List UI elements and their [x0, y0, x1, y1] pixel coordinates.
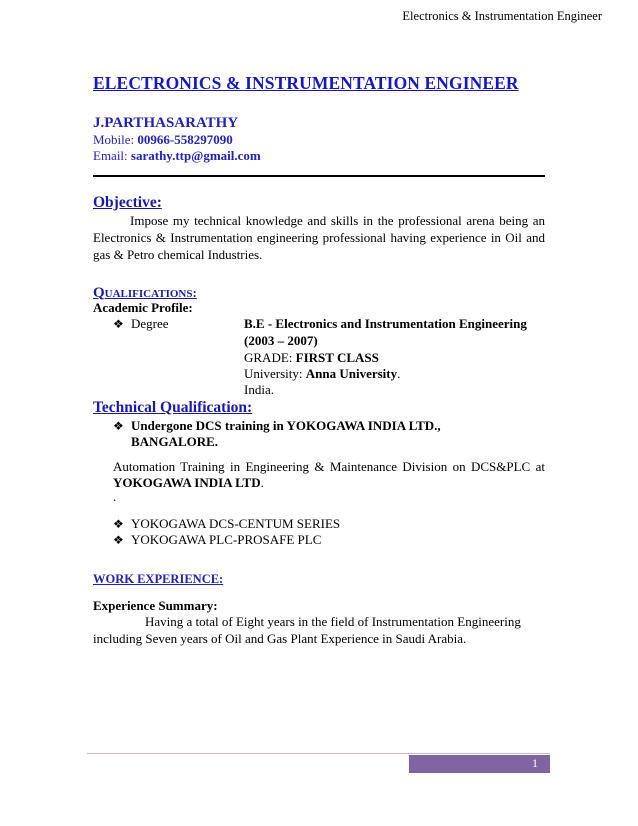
- degree-years: (2003 – 2007): [244, 333, 318, 348]
- qualifications-heading-cap: Q: [93, 285, 105, 301]
- university-value: Anna University: [305, 366, 398, 381]
- header-divider: [93, 175, 545, 177]
- tech-list-item: [113, 516, 340, 532]
- automation-text: Automation Training in Engineering & Maintenance Division on DCS&PLC at: [113, 459, 545, 474]
- country: India.: [244, 382, 274, 397]
- grade-label: GRADE:: [244, 350, 293, 365]
- tech-list-item: [113, 532, 321, 548]
- candidate-name: J.PARTHASARATHY: [93, 115, 239, 131]
- university-label: University:: [244, 366, 303, 381]
- experience-summary-text: Having a total of Eight years in the field of Instrumentation Engineering including Seven years of Oil and Gas Plant Experience in Saudi Arabia.: [93, 614, 521, 646]
- automation-company-line: [113, 475, 264, 491]
- footer-divider: [87, 753, 550, 754]
- qualifications-heading-colon: :: [192, 285, 197, 300]
- diamond-bullet-icon: ❖: [113, 419, 124, 433]
- tech-item-1: YOKOGAWA DCS-CENTUM SERIES: [131, 516, 341, 531]
- work-experience-heading: WORK EXPERIENCE:: [93, 572, 224, 586]
- university-line: [244, 366, 400, 382]
- mobile-label: Mobile:: [93, 132, 135, 147]
- grade-value: FIRST CLASS: [295, 350, 379, 365]
- grade-line: [244, 350, 379, 366]
- experience-summary-label: Experience Summary:: [93, 598, 218, 613]
- stray-dot: .: [113, 489, 117, 504]
- university-end: .: [397, 366, 401, 381]
- tech-item-2: YOKOGAWA PLC-PROSAFE PLC: [131, 532, 322, 547]
- page-number: 1: [532, 756, 538, 770]
- automation-company: YOKOGAWA INDIA LTD: [113, 475, 261, 490]
- email-label: Email:: [93, 148, 128, 163]
- training-line-1: [113, 418, 441, 434]
- mobile-line: [93, 132, 233, 148]
- running-header: Electronics & Instrumentation Engineer: [402, 9, 602, 23]
- objective-heading: Objective:: [93, 194, 162, 211]
- academic-profile-label: Academic Profile:: [93, 300, 193, 315]
- degree-label-row: [113, 316, 169, 332]
- diamond-bullet-icon: ❖: [113, 317, 124, 331]
- diamond-bullet-icon: ❖: [113, 533, 124, 547]
- training-text-1: Undergone DCS training in YOKOGAWA INDIA LTD.,: [131, 418, 441, 433]
- footer-page-box: [409, 755, 550, 773]
- training-line-2: BANGALORE.: [131, 434, 219, 449]
- mobile-value: 00966-558297090: [137, 132, 233, 147]
- email-value[interactable]: sarathy.ttp@gmail.com: [130, 148, 261, 163]
- qualifications-heading-rest: UALIFICATIONS: [104, 288, 193, 300]
- document-title: ELECTRONICS & INSTRUMENTATION ENGINEER: [93, 73, 519, 93]
- automation-end: .: [260, 475, 264, 490]
- technical-heading: Technical Qualification:: [93, 399, 253, 416]
- diamond-bullet-icon: ❖: [113, 517, 124, 531]
- degree-title: B.E - Electronics and Instrumentation Engineering: [244, 316, 527, 331]
- email-line: [93, 148, 261, 164]
- degree-label: Degree: [131, 316, 169, 331]
- objective-text: Impose my technical knowledge and skills in the professional arena being an Electronics & Instrumentation engineering professional having experience in Oil and gas & Petro chemical Industries.: [93, 213, 545, 262]
